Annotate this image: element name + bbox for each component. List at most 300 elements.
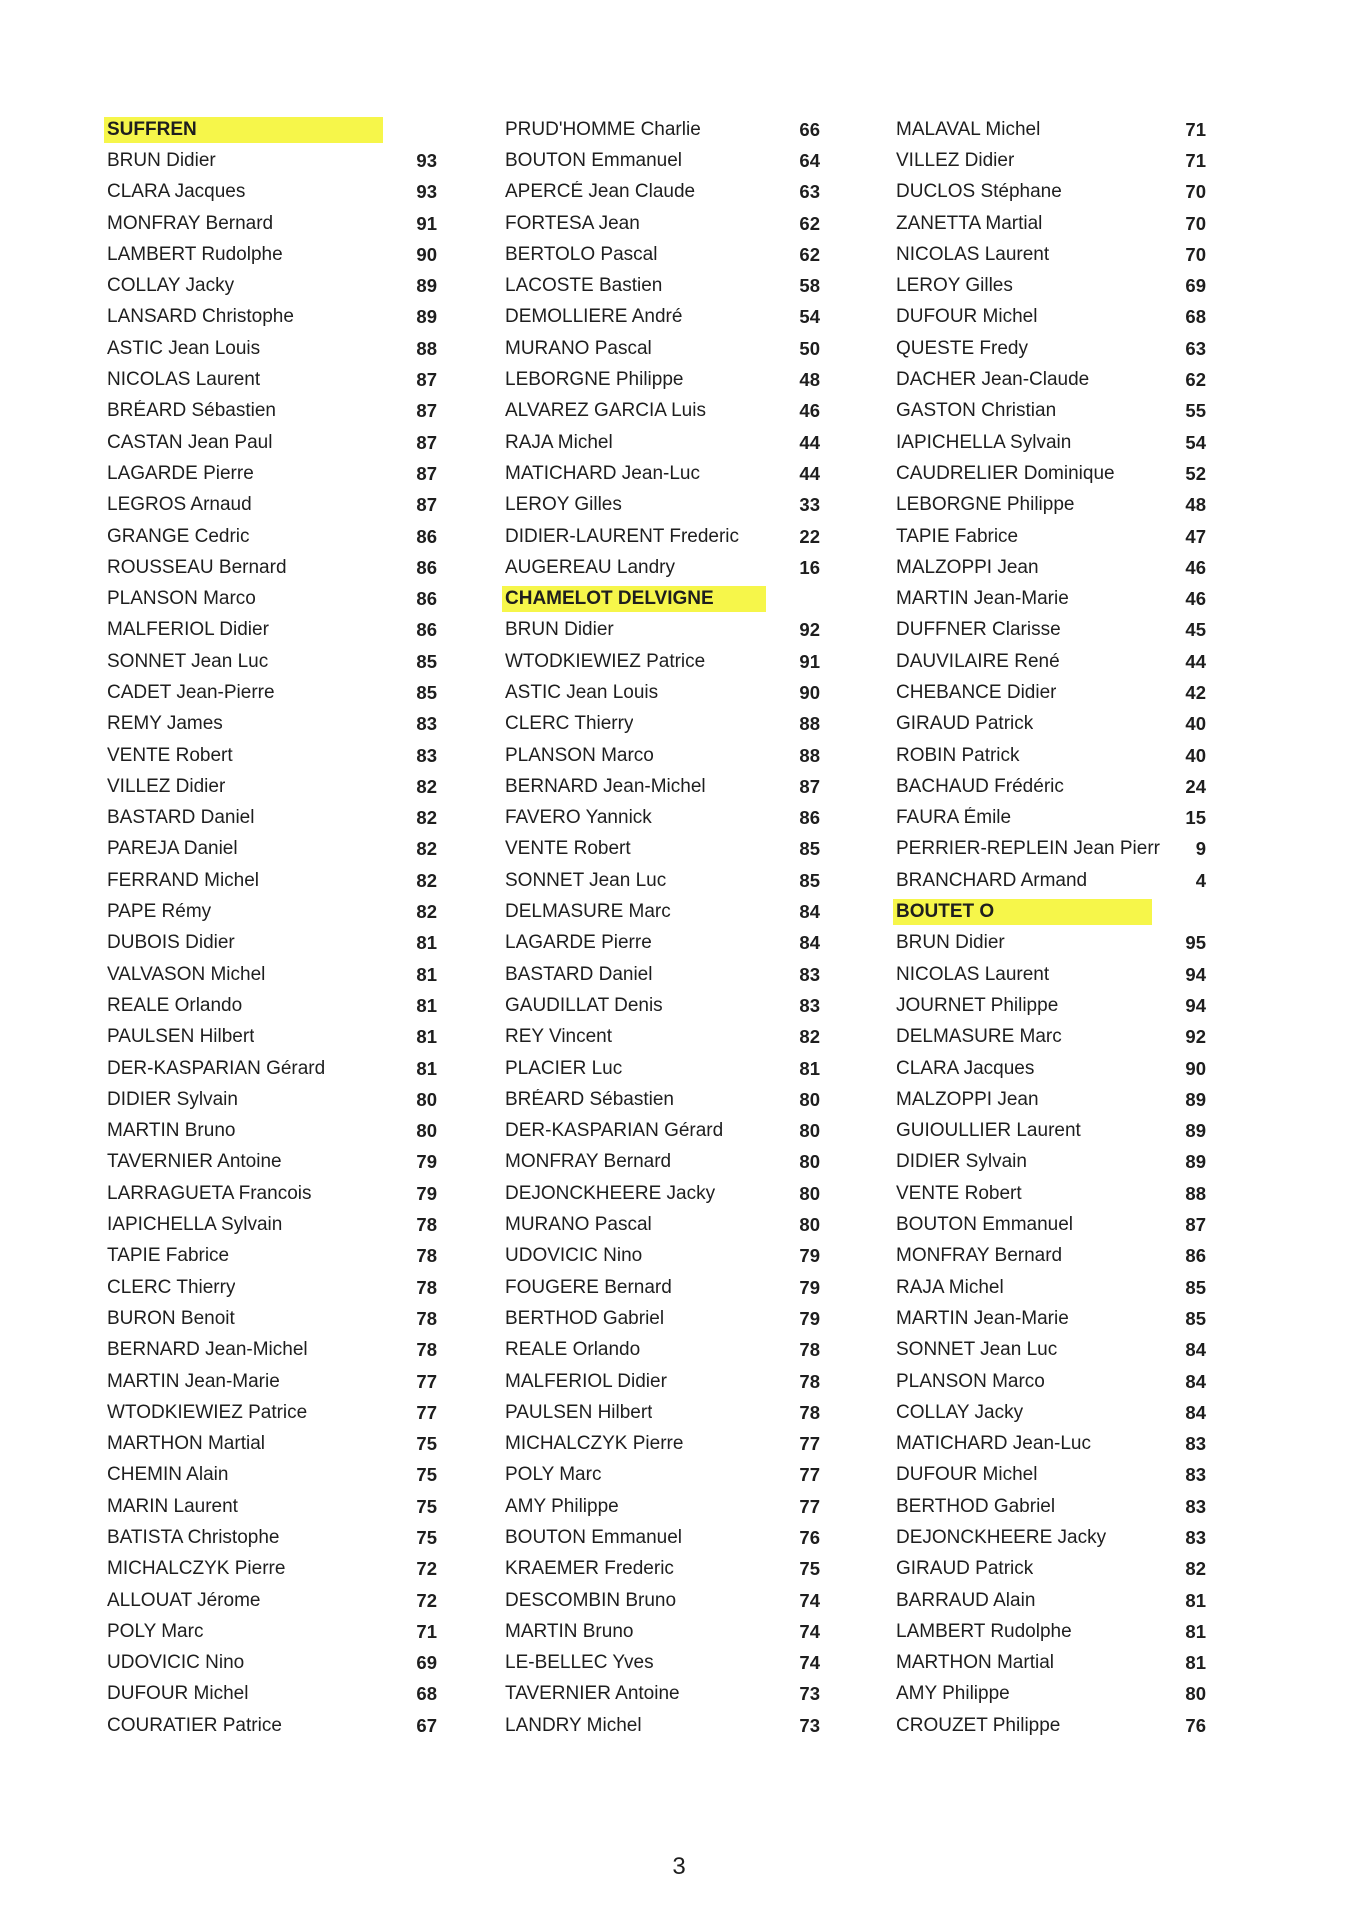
player-score: 85 <box>1185 1307 1206 1329</box>
player-score: 85 <box>799 869 820 891</box>
player-name: MARTIN Jean-Marie <box>896 588 1069 610</box>
player-name: BRUN Didier <box>896 932 1005 954</box>
player-name: FAURA Émile <box>896 807 1012 829</box>
result-row <box>107 490 437 521</box>
player-score: 84 <box>1185 1370 1206 1392</box>
player-score: 44 <box>1185 650 1206 672</box>
player-name: CHEMIN Alain <box>107 1464 229 1486</box>
result-row <box>896 1710 1206 1741</box>
player-name: DELMASURE Marc <box>505 901 671 923</box>
result-row <box>107 333 437 364</box>
player-score: 75 <box>416 1464 437 1486</box>
result-row <box>107 1084 437 1115</box>
player-score: 95 <box>1185 932 1206 954</box>
player-name: DELMASURE Marc <box>896 1026 1062 1048</box>
player-name: ASTIC Jean Louis <box>107 337 261 359</box>
page-number: 3 <box>672 1853 686 1880</box>
player-name: DEJONCKHEERE Jacky <box>896 1527 1107 1548</box>
player-name: VENTE Robert <box>896 1182 1022 1204</box>
result-row <box>505 1303 820 1334</box>
result-row <box>505 865 820 896</box>
player-score: 82 <box>799 1026 820 1048</box>
player-score: 46 <box>1185 556 1206 578</box>
player-name: ROUSSEAU Bernard <box>107 556 287 578</box>
player-name: GRANGE Cedric <box>107 525 250 547</box>
player-score: 84 <box>1185 1401 1206 1423</box>
player-name: ZANETTA Martial <box>896 212 1043 234</box>
result-row <box>107 239 437 270</box>
player-name: PAREJA Daniel <box>107 838 238 860</box>
result-row <box>505 396 820 427</box>
player-name: PRUD'HOMME Charlie <box>505 118 701 140</box>
result-row <box>896 114 1206 145</box>
result-row <box>505 239 820 270</box>
player-score: 77 <box>799 1433 820 1455</box>
player-score: 79 <box>799 1276 820 1298</box>
result-row <box>505 552 820 583</box>
player-score: 86 <box>416 556 437 578</box>
player-name: LAMBERT Rudolphe <box>107 243 283 265</box>
player-score: 69 <box>1185 275 1206 297</box>
player-score: 78 <box>416 1245 437 1267</box>
player-name: MARTHON Martial <box>896 1652 1054 1674</box>
player-name: IAPICHELLA Sylvain <box>107 1214 283 1236</box>
result-row <box>896 1209 1206 1240</box>
player-score: 22 <box>799 525 820 547</box>
player-score: 77 <box>416 1370 437 1392</box>
result-row <box>896 302 1206 333</box>
player-score: 78 <box>416 1214 437 1236</box>
player-score: 9 <box>1195 838 1206 860</box>
section-header <box>896 896 1206 927</box>
player-score: 81 <box>416 1057 437 1079</box>
player-name: LARRAGUETA Francois <box>107 1182 312 1204</box>
player-score: 66 <box>799 118 820 140</box>
result-row <box>107 302 437 333</box>
result-row <box>505 1554 820 1585</box>
player-name: GUIOULLIER Laurent <box>896 1120 1081 1142</box>
result-row <box>505 364 820 395</box>
result-row <box>505 1209 820 1240</box>
player-score: 15 <box>1185 807 1206 829</box>
results-column-2 <box>505 114 820 1741</box>
player-score: 54 <box>1185 431 1206 453</box>
player-name: CLARA Jacques <box>896 1057 1035 1079</box>
player-score: 89 <box>1185 1088 1206 1110</box>
player-name: BERTHOD Gabriel <box>505 1307 665 1329</box>
player-name: VALVASON Michel <box>107 963 266 985</box>
player-score: 85 <box>1185 1276 1206 1298</box>
result-row <box>107 1710 437 1741</box>
player-name: DIDIER Sylvain <box>107 1088 238 1110</box>
result-row <box>107 1116 437 1147</box>
player-score: 87 <box>1185 1214 1206 1236</box>
result-row <box>896 865 1206 896</box>
player-score: 81 <box>416 932 437 954</box>
player-score: 87 <box>416 369 437 391</box>
player-score: 46 <box>799 400 820 422</box>
player-score: 68 <box>416 1683 437 1705</box>
player-name: DUFOUR Michel <box>107 1683 249 1705</box>
player-name: GIRAUD Patrick <box>896 713 1034 735</box>
player-name: MICHALCZYK Pierre <box>505 1433 684 1455</box>
player-name: DESCOMBIN Bruno <box>505 1589 677 1611</box>
player-name: AMY Philippe <box>505 1495 619 1517</box>
result-row <box>896 1648 1206 1679</box>
result-row <box>107 1648 437 1679</box>
player-score: 83 <box>799 963 820 985</box>
player-score: 93 <box>416 181 437 203</box>
player-score: 81 <box>1185 1589 1206 1611</box>
player-score: 94 <box>1185 963 1206 985</box>
player-score: 83 <box>1185 1464 1206 1486</box>
section-title: BOUTET O <box>893 899 1152 925</box>
result-row <box>107 1335 437 1366</box>
player-score: 75 <box>416 1527 437 1548</box>
result-row <box>896 709 1206 740</box>
player-name: BASTARD Daniel <box>107 807 255 829</box>
player-name: LAGARDE Pierre <box>505 932 652 954</box>
player-score: 46 <box>1185 588 1206 610</box>
player-name: SONNET Jean Luc <box>107 650 269 672</box>
player-name: MARTIN Jean-Marie <box>107 1370 280 1392</box>
result-row <box>107 270 437 301</box>
player-score: 88 <box>1185 1182 1206 1204</box>
player-name: BOUTON Emmanuel <box>505 1527 683 1548</box>
result-row <box>896 145 1206 176</box>
player-name: JOURNET Philippe <box>896 994 1059 1016</box>
player-score: 42 <box>1185 681 1206 703</box>
player-score: 80 <box>799 1214 820 1236</box>
player-score: 82 <box>416 838 437 860</box>
player-score: 48 <box>799 369 820 391</box>
result-row <box>107 1209 437 1240</box>
player-name: APERCÉ Jean Claude <box>505 181 696 203</box>
player-score: 54 <box>799 306 820 328</box>
result-row <box>505 427 820 458</box>
player-score: 91 <box>799 650 820 672</box>
result-row <box>505 1522 820 1553</box>
player-score: 70 <box>1185 243 1206 265</box>
result-row <box>896 458 1206 489</box>
result-row <box>896 1241 1206 1272</box>
result-row <box>505 1710 820 1741</box>
result-row <box>505 1585 820 1616</box>
result-row <box>896 1491 1206 1522</box>
player-name: CASTAN Jean Paul <box>107 431 273 453</box>
result-row <box>896 552 1206 583</box>
result-row <box>505 1397 820 1428</box>
result-row <box>505 521 820 552</box>
player-score: 92 <box>799 619 820 641</box>
player-score: 81 <box>416 963 437 985</box>
player-score: 78 <box>799 1370 820 1392</box>
result-row <box>896 1178 1206 1209</box>
result-row <box>896 239 1206 270</box>
result-row <box>107 145 437 176</box>
player-name: SONNET Jean Luc <box>505 869 667 891</box>
result-row <box>107 1585 437 1616</box>
result-row <box>107 1303 437 1334</box>
result-row <box>505 1428 820 1459</box>
result-row <box>107 896 437 927</box>
player-score: 67 <box>416 1714 437 1736</box>
result-row <box>505 1053 820 1084</box>
player-name: PAPE Rémy <box>107 901 212 923</box>
result-row <box>107 427 437 458</box>
result-row <box>505 145 820 176</box>
player-name: REY Vincent <box>505 1026 613 1048</box>
result-row <box>107 959 437 990</box>
player-score: 75 <box>416 1495 437 1517</box>
player-name: DIDIER Sylvain <box>896 1151 1027 1173</box>
player-name: BRÉARD Sébastien <box>107 400 276 422</box>
player-score: 87 <box>799 775 820 797</box>
player-name: DUFOUR Michel <box>896 306 1038 328</box>
player-score: 90 <box>799 681 820 703</box>
player-name: MURANO Pascal <box>505 1214 652 1236</box>
player-name: CHEBANCE Didier <box>896 681 1057 703</box>
player-score: 71 <box>416 1620 437 1642</box>
player-score: 89 <box>416 306 437 328</box>
player-score: 81 <box>416 994 437 1016</box>
player-score: 74 <box>799 1620 820 1642</box>
result-row <box>107 1522 437 1553</box>
player-score: 90 <box>416 243 437 265</box>
player-score: 80 <box>799 1088 820 1110</box>
player-score: 70 <box>1185 181 1206 203</box>
player-name: BATISTA Christophe <box>107 1527 280 1548</box>
player-score: 87 <box>416 431 437 453</box>
player-score: 4 <box>1195 869 1206 891</box>
player-name: CLERC Thierry <box>107 1276 236 1298</box>
player-score: 62 <box>799 243 820 265</box>
player-score: 84 <box>799 932 820 954</box>
result-row <box>896 1053 1206 1084</box>
result-row <box>107 771 437 802</box>
result-row <box>505 803 820 834</box>
result-row <box>896 364 1206 395</box>
player-name: COLLAY Jacky <box>107 275 235 297</box>
player-score: 86 <box>799 807 820 829</box>
player-name: MARTIN Bruno <box>505 1620 634 1642</box>
result-row <box>896 427 1206 458</box>
result-row <box>896 583 1206 614</box>
player-name: RAJA Michel <box>505 431 613 453</box>
results-column-3 <box>896 114 1206 1741</box>
player-name: GIRAUD Patrick <box>896 1558 1034 1580</box>
result-row <box>107 1554 437 1585</box>
result-row <box>896 834 1206 865</box>
player-score: 79 <box>799 1307 820 1329</box>
player-name: TAVERNIER Antoine <box>505 1683 680 1705</box>
player-name: MONFRAY Bernard <box>896 1245 1063 1267</box>
player-score: 85 <box>416 650 437 672</box>
result-row <box>896 1616 1206 1647</box>
player-name: MALZOPPI Jean <box>896 1088 1039 1110</box>
result-row <box>896 1554 1206 1585</box>
player-score: 94 <box>1185 994 1206 1016</box>
player-name: MALFERIOL Didier <box>505 1370 667 1392</box>
player-name: ASTIC Jean Louis <box>505 681 659 703</box>
player-name: CLARA Jacques <box>107 181 246 203</box>
player-name: VENTE Robert <box>505 838 631 860</box>
player-score: 45 <box>1185 619 1206 641</box>
result-row <box>896 928 1206 959</box>
player-name: DER-KASPARIAN Gérard <box>505 1120 724 1142</box>
player-name: BOUTON Emmanuel <box>505 149 683 171</box>
player-score: 77 <box>416 1401 437 1423</box>
player-score: 89 <box>416 275 437 297</box>
result-row <box>896 1272 1206 1303</box>
player-score: 80 <box>799 1151 820 1173</box>
player-score: 58 <box>799 275 820 297</box>
player-score: 81 <box>1185 1652 1206 1674</box>
result-row <box>896 1679 1206 1710</box>
result-row <box>505 896 820 927</box>
player-name: BACHAUD Frédéric <box>896 775 1064 797</box>
player-name: MARTHON Martial <box>107 1433 265 1455</box>
result-row <box>107 834 437 865</box>
result-row <box>107 458 437 489</box>
player-score: 44 <box>799 431 820 453</box>
result-row <box>896 959 1206 990</box>
player-score: 80 <box>799 1182 820 1204</box>
player-name: BRÉARD Sébastien <box>505 1088 674 1110</box>
player-name: FERRAND Michel <box>107 869 260 891</box>
result-row <box>896 1397 1206 1428</box>
player-name: BERNARD Jean-Michel <box>505 775 706 797</box>
player-name: PLANSON Marco <box>896 1370 1045 1392</box>
player-name: DEJONCKHEERE Jacky <box>505 1182 716 1204</box>
player-score: 73 <box>799 1714 820 1736</box>
player-score: 44 <box>799 462 820 484</box>
player-name: REALE Orlando <box>505 1339 641 1361</box>
result-row <box>107 521 437 552</box>
result-row <box>896 646 1206 677</box>
player-name: PLANSON Marco <box>505 744 654 766</box>
result-row <box>107 583 437 614</box>
player-name: BRUN Didier <box>505 619 614 641</box>
result-row <box>107 1397 437 1428</box>
result-row <box>505 333 820 364</box>
player-score: 72 <box>416 1589 437 1611</box>
player-score: 70 <box>1185 212 1206 234</box>
results-column-1 <box>107 114 437 1741</box>
player-name: DACHER Jean-Claude <box>896 369 1090 391</box>
result-row <box>896 208 1206 239</box>
player-score: 75 <box>799 1558 820 1580</box>
result-row <box>107 1022 437 1053</box>
result-row <box>505 1272 820 1303</box>
player-score: 87 <box>416 494 437 516</box>
player-score: 87 <box>416 400 437 422</box>
result-row <box>505 177 820 208</box>
player-name: REMY James <box>107 713 223 735</box>
player-name: DIDIER-LAURENT Frederic <box>505 525 740 547</box>
player-score: 62 <box>799 212 820 234</box>
player-name: MATICHARD Jean-Luc <box>505 462 700 484</box>
result-row <box>505 1335 820 1366</box>
player-score: 80 <box>1185 1683 1206 1705</box>
result-row <box>107 1460 437 1491</box>
player-name: BRUN Didier <box>107 149 216 171</box>
result-row <box>505 740 820 771</box>
player-name: LEGROS Arnaud <box>107 494 252 516</box>
player-score: 89 <box>1185 1151 1206 1173</box>
player-name: FORTESA Jean <box>505 212 640 234</box>
player-name: CADET Jean-Pierre <box>107 681 275 703</box>
player-score: 78 <box>799 1339 820 1361</box>
result-row <box>505 1241 820 1272</box>
result-row <box>896 1084 1206 1115</box>
result-row <box>896 1147 1206 1178</box>
player-score: 85 <box>799 838 820 860</box>
player-name: BERTOLO Pascal <box>505 243 658 265</box>
player-score: 63 <box>1185 337 1206 359</box>
player-score: 16 <box>799 556 820 578</box>
player-score: 83 <box>416 713 437 735</box>
result-row <box>896 1303 1206 1334</box>
player-name: FAVERO Yannick <box>505 807 652 829</box>
player-name: SONNET Jean Luc <box>896 1339 1058 1361</box>
player-name: WTODKIEWIEZ Patrice <box>505 650 706 672</box>
result-row <box>107 1241 437 1272</box>
player-name: PERRIER-REPLEIN Jean Pierr <box>896 838 1160 860</box>
result-row <box>107 740 437 771</box>
result-row <box>505 1491 820 1522</box>
player-score: 84 <box>1185 1339 1206 1361</box>
player-name: CROUZET Philippe <box>896 1714 1061 1736</box>
player-name: ALLOUAT Jérome <box>107 1589 261 1611</box>
player-score: 33 <box>799 494 820 516</box>
result-row <box>107 646 437 677</box>
result-row <box>107 803 437 834</box>
result-row <box>896 1585 1206 1616</box>
result-row <box>505 959 820 990</box>
result-row <box>505 646 820 677</box>
result-row <box>505 1084 820 1115</box>
player-score: 86 <box>1185 1245 1206 1267</box>
player-name: POLY Marc <box>107 1620 204 1642</box>
player-name: ALVAREZ GARCIA Luis <box>505 400 706 422</box>
player-score: 48 <box>1185 494 1206 516</box>
result-row <box>107 1366 437 1397</box>
player-name: MARIN Laurent <box>107 1495 238 1517</box>
result-row <box>107 1679 437 1710</box>
player-score: 80 <box>416 1088 437 1110</box>
result-row <box>505 990 820 1021</box>
result-row <box>107 709 437 740</box>
result-row <box>896 1116 1206 1147</box>
player-score: 86 <box>416 619 437 641</box>
result-row <box>896 740 1206 771</box>
player-score: 92 <box>1185 1026 1206 1048</box>
result-row <box>896 1366 1206 1397</box>
player-name: LE-BELLEC Yves <box>505 1652 654 1674</box>
player-score: 77 <box>799 1495 820 1517</box>
player-name: BOUTON Emmanuel <box>896 1214 1074 1236</box>
player-name: POLY Marc <box>505 1464 602 1486</box>
player-name: LEBORGNE Philippe <box>896 494 1075 516</box>
player-name: CAUDRELIER Dominique <box>896 462 1115 484</box>
player-score: 52 <box>1185 462 1206 484</box>
player-name: GASTON Christian <box>896 400 1057 422</box>
player-score: 40 <box>1185 744 1206 766</box>
player-score: 82 <box>416 901 437 923</box>
player-score: 68 <box>1185 306 1206 328</box>
player-name: DUCLOS Stéphane <box>896 181 1062 203</box>
